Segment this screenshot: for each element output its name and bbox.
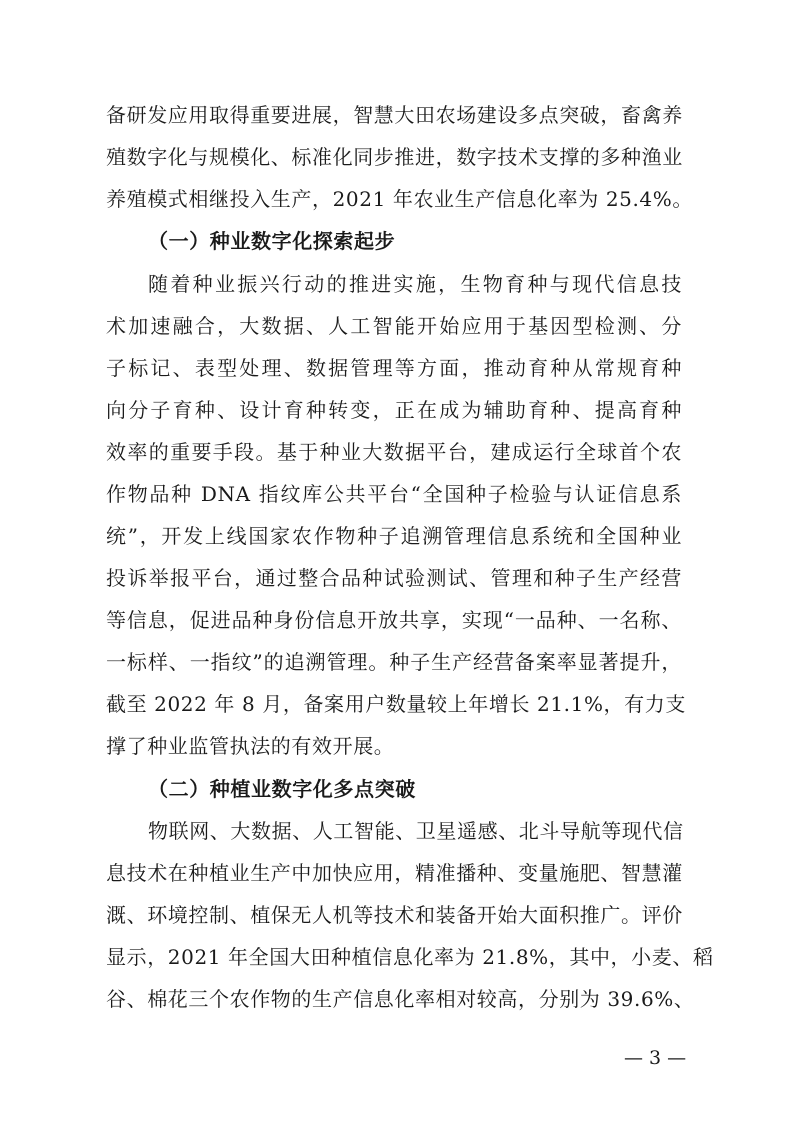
paragraph-line: 作物品种 DNA 指纹库公共平台“全国种子检验与认证信息系 — [106, 482, 682, 506]
paragraph-line: 显示，2021 年全国大田种植信息化率为 21.8%，其中，小麦、稻 — [106, 945, 714, 969]
paragraph-line: 投诉举报平台，通过整合品种试验测试、管理和种子生产经营 — [106, 566, 682, 590]
paragraph-line: 殖数字化与规模化、标准化同步推进，数字技术支撑的多种渔业 — [106, 145, 683, 169]
page-number: — 3 — — [624, 1047, 687, 1069]
paragraph-line: 息技术在种植业生产中加快应用，精准播种、变量施肥、智慧灌 — [106, 861, 683, 885]
paragraph-line: 等信息，促进品种身份信息开放共享，实现“一品种、一名称、 — [106, 608, 682, 632]
section-heading: （二）种植业数字化多点突破 — [148, 777, 416, 801]
paragraph-line: 效率的重要手段。基于种业大数据平台，建成运行全球首个农 — [106, 440, 682, 464]
paragraph-line: 溉、环境控制、植保无人机等技术和装备开始大面积推广。评价 — [106, 903, 683, 927]
paragraph-line: 养殖模式相继投入生产，2021 年农业生产信息化率为 25.4%。 — [106, 187, 693, 211]
paragraph-line: 物联网、大数据、人工智能、卫星遥感、北斗导航等现代信 — [148, 819, 684, 843]
paragraph-line: 向分子育种、设计育种转变，正在成为辅助育种、提高育种 — [106, 398, 682, 422]
paragraph-line: 随着种业振兴行动的推进实施，生物育种与现代信息技 — [148, 272, 682, 296]
section-heading: （一）种业数字化探索起步 — [148, 229, 396, 253]
paragraph-line: 截至 2022 年 8 月，备案用户数量较上年增长 21.1%，有力支 — [106, 692, 686, 716]
paragraph-line: 备研发应用取得重要进展，智慧大田农场建设多点突破，畜禽养 — [106, 103, 683, 127]
paragraph-line: 术加速融合，大数据、人工智能开始应用于基因型检测、分 — [106, 314, 682, 338]
paragraph-line: 子标记、表型处理、数据管理等方面，推动育种从常规育种 — [106, 356, 682, 380]
paragraph-line: 一标样、一指纹”的追溯管理。种子生产经营备案率显著提升， — [106, 650, 682, 674]
paragraph-line: 谷、棉花三个农作物的生产信息化率相对较高，分别为 39.6%、 — [106, 987, 695, 1011]
paragraph-line: 统”，开发上线国家农作物种子追溯管理信息系统和全国种业 — [106, 524, 682, 548]
paragraph-line: 撑了种业监管执法的有效开展。 — [106, 734, 395, 758]
